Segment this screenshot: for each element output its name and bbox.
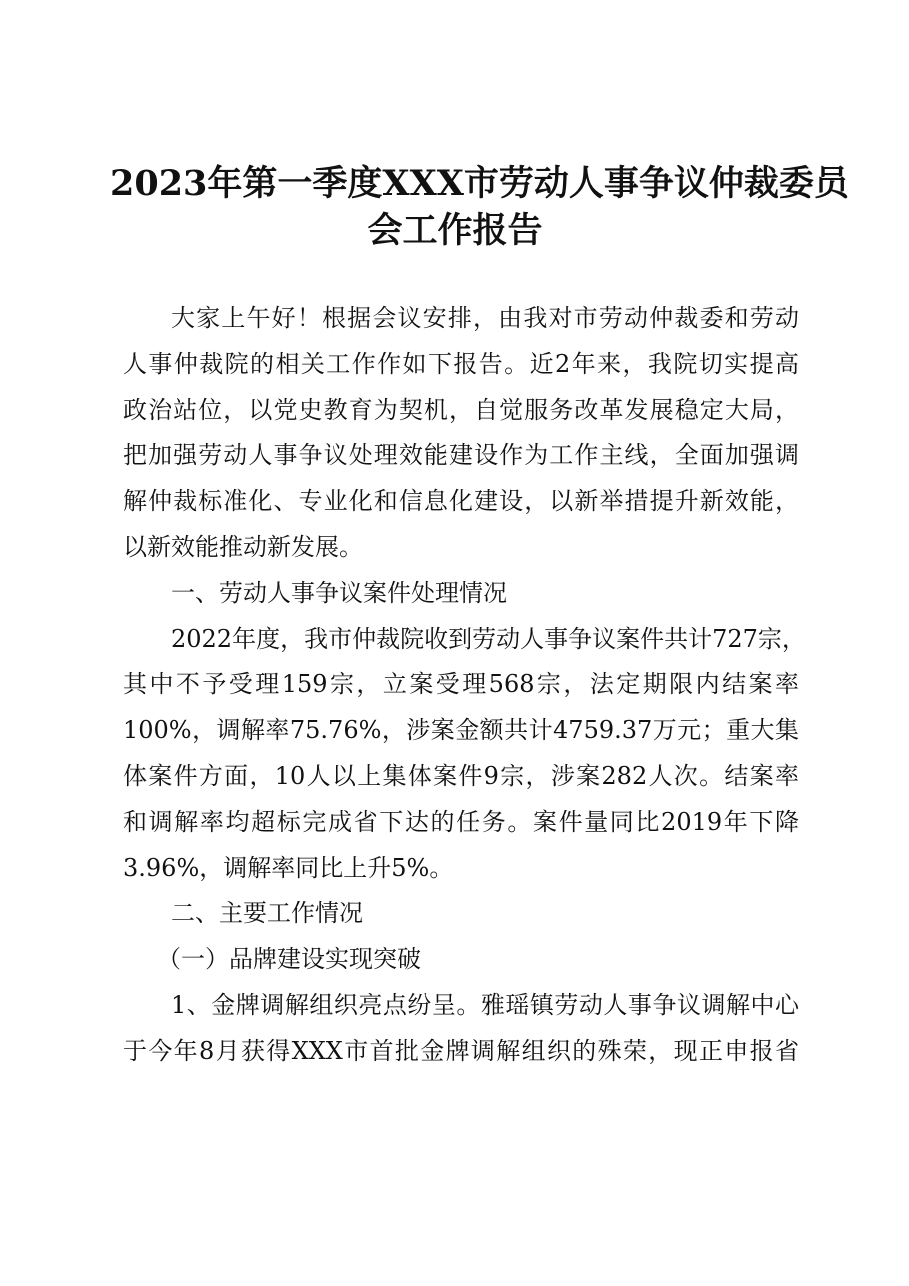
paragraph-line: 于今年8月获得XXX市首批金牌调解组织的殊荣，现正申报省 <box>123 1036 799 1065</box>
section-heading: 一、劳动人事争议案件处理情况 <box>171 578 507 607</box>
paragraph-line: 以新效能推动新发展。 <box>123 532 363 561</box>
paragraph-line: 政治站位，以党史教育为契机，自觉服务改革发展稳定大局， <box>123 395 799 424</box>
document-body <box>123 296 806 1075</box>
paragraph-line: 其中不予受理159宗，立案受理568宗，法定期限内结案率 <box>123 670 799 699</box>
title-line-2: 会工作报告 <box>367 210 543 251</box>
paragraph-line: 2022年度，我市仲裁院收到劳动人事争议案件共计727宗， <box>171 624 806 653</box>
paragraph-line: 和调解率均超标完成省下达的任务。案件量同比2019年下降 <box>123 807 799 836</box>
paragraph-line: 体案件方面，10人以上集体案件9宗，涉案282人次。结案率 <box>123 761 799 790</box>
document-title <box>110 160 849 254</box>
paragraph-line: 3.96%，调解率同比上升5%。 <box>123 853 454 882</box>
paragraph-line: 1、金牌调解组织亮点纷呈。雅瑶镇劳动人事争议调解中心 <box>171 990 799 1019</box>
paragraph-line: 人事仲裁院的相关工作作如下报告。近2年来，我院切实提高 <box>123 349 799 378</box>
paragraph-line: 把加强劳动人事争议处理效能建设作为工作主线，全面加强调 <box>123 441 799 470</box>
paragraph-line: 100%，调解率75.76%，涉案金额共计4759.37万元；重大集 <box>123 716 799 745</box>
paragraph-line: 解仲裁标准化、专业化和信息化建设，以新举措提升新效能， <box>123 487 799 516</box>
paragraph-line: 大家上午好！根据会议安排，由我对市劳动仲裁委和劳动 <box>171 304 799 332</box>
section-heading: 二、主要工作情况 <box>171 899 363 928</box>
subsection-heading: （一）品牌建设实现突破 <box>157 945 421 974</box>
title-line-1: 2023年第一季度XXX市劳动人事争议仲裁委员 <box>110 163 849 204</box>
